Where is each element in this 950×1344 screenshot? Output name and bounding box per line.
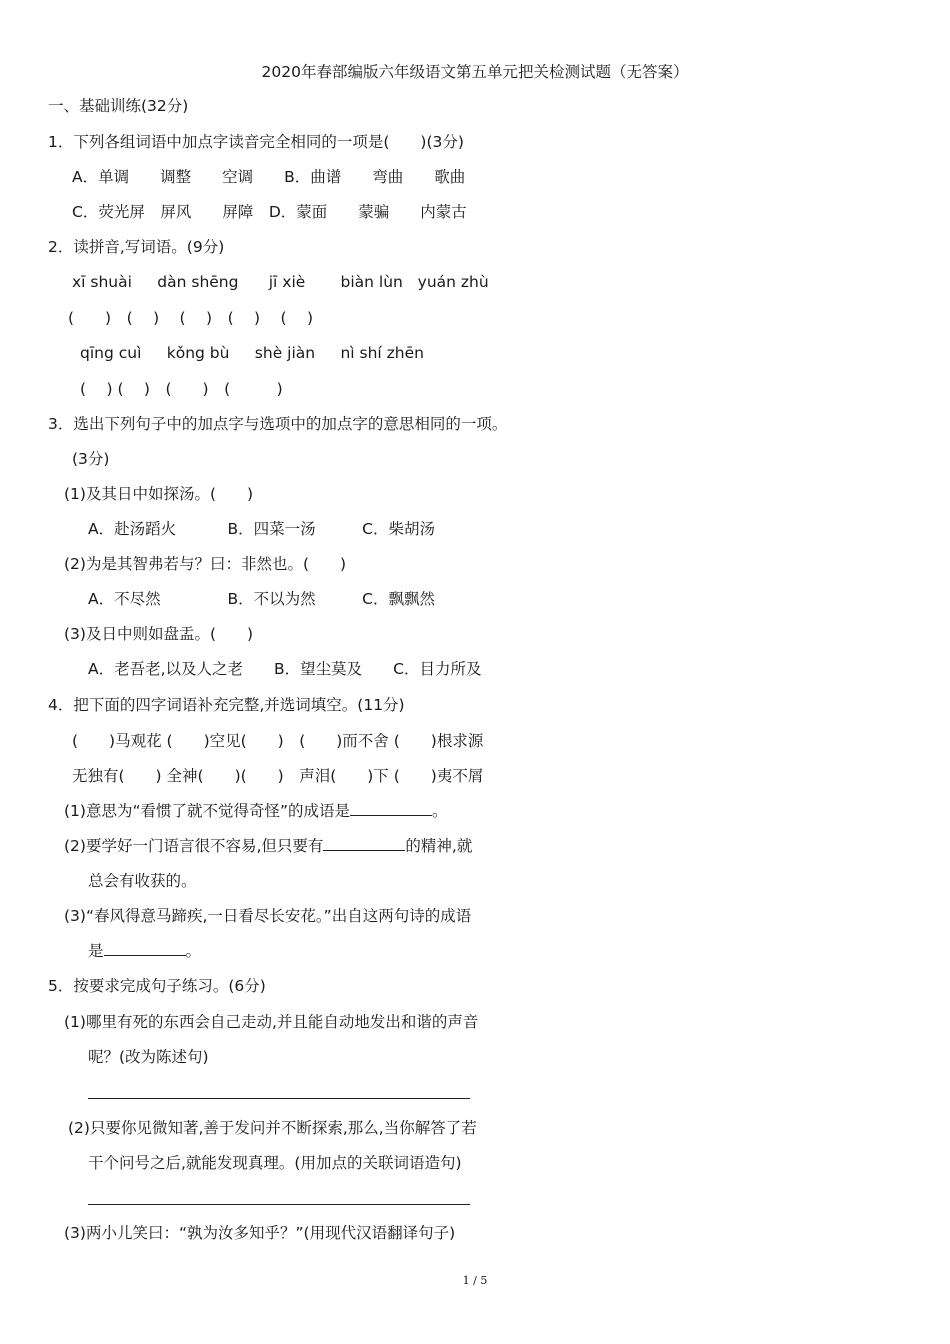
question-4-idiom-row-2: 无独有( ) 全神( )( ) 声泪( )下 ( )夷不屑 bbox=[72, 767, 484, 785]
question-4-stem: 4．把下面的四字词语补充完整,并选词填空。(11分) bbox=[48, 696, 405, 714]
question-2-answer-brackets-1: ( ) ( ) ( ) ( ) ( ) bbox=[68, 309, 314, 327]
question-5-item-2: (2)只要你见微知著,善于发问并不断探索,那么,当你解答了若 bbox=[68, 1119, 477, 1137]
question-4-item-3: (3)“春风得意马蹄疾,一日看尽长安花。”出自这两句诗的成语 bbox=[64, 907, 472, 925]
question-2-stem: 2．读拼音,写词语。(9分) bbox=[48, 238, 225, 256]
question-1-options-cd: C．荧光屏 屏风 屏障 D．蒙面 蒙骗 内蒙古 bbox=[72, 203, 467, 221]
question-4-item-2-text: (2)要学好一门语言很不容易,但只要有 bbox=[64, 837, 324, 855]
question-4-item-3-end: 。 bbox=[185, 942, 202, 960]
question-5-item-3: (3)两小儿笑曰：“孰为汝多知乎？”(用现代汉语翻译句子) bbox=[64, 1224, 456, 1242]
question-4-item-1-text: (1)意思为“看惯了就不觉得奇怪”的成语是 bbox=[64, 802, 351, 820]
question-3-sentence-3-options: A．老吾老,以及人之老 B．望尘莫及 C．目力所及 bbox=[88, 660, 482, 678]
question-3-sentence-1: (1)及其日中如探汤。( ) bbox=[64, 485, 254, 503]
question-3-sentence-3: (3)及日中则如盘盂。( ) bbox=[64, 625, 254, 643]
fill-in-blank[interactable] bbox=[350, 801, 432, 816]
section-heading-basic-training: 一、基础训练(32分) bbox=[48, 97, 189, 115]
answer-line-1[interactable] bbox=[88, 1098, 470, 1099]
question-3-sentence-1-options: A．赴汤蹈火 B．四菜一汤 C．柴胡汤 bbox=[88, 520, 435, 538]
question-4-item-1-end: 。 bbox=[432, 802, 448, 820]
question-4-item-2-continuation: 总会有收获的。 bbox=[88, 872, 197, 890]
answer-line-2[interactable] bbox=[88, 1204, 470, 1205]
fill-in-blank[interactable] bbox=[323, 836, 405, 851]
page-number: 1 / 5 bbox=[462, 1274, 488, 1287]
question-3-sentence-2-options: A．不尽然 B．不以为然 C．飘飘然 bbox=[88, 590, 435, 608]
question-1-options-ab: A．单调 调整 空调 B．曲谱 弯曲 歌曲 bbox=[72, 168, 466, 186]
question-3-stem: 3．选出下列句子中的加点字与选项中的加点字的意思相同的一项。 bbox=[48, 415, 508, 433]
question-5-stem: 5．按要求完成句子练习。(6分) bbox=[48, 977, 266, 995]
fill-in-blank[interactable] bbox=[104, 941, 186, 956]
question-4-item-3-prefix: 是 bbox=[88, 942, 104, 960]
question-4-item-1 bbox=[64, 801, 448, 821]
question-2-pinyin-row-1: xī shuài dàn shēng jī xiè biàn lùn yuán zhù bbox=[72, 273, 489, 291]
question-5-item-2-continuation: 干个问号之后,就能发现真理。(用加点的关联词语造句) bbox=[88, 1154, 462, 1172]
question-4-item-2 bbox=[64, 836, 472, 856]
question-2-pinyin-row-2: qīng cuì kǒng bù shè jiàn nì shí zhēn bbox=[80, 344, 424, 362]
question-4-idiom-row-1: ( )马观花 ( )空见( ) ( )而不舍 ( )根求源 bbox=[72, 732, 484, 750]
question-5-item-1-continuation: 呢？(改为陈述句) bbox=[88, 1048, 209, 1066]
question-3-score: (3分) bbox=[72, 450, 110, 468]
question-5-item-1: (1)哪里有死的东西会自己走动,并且能自动地发出和谐的声音 bbox=[64, 1013, 479, 1031]
document-title: 2020年春部编版六年级语文第五单元把关检测试题（无答案） bbox=[261, 63, 689, 81]
question-2-answer-brackets-2: ( ) ( ) ( ) ( ) bbox=[80, 380, 283, 398]
question-3-sentence-2: (2)为是其智弗若与？曰：非然也。( ) bbox=[64, 555, 347, 573]
question-1-stem: 1．下列各组词语中加点字读音完全相同的一项是( )(3分) bbox=[48, 133, 464, 151]
question-4-item-3-answer bbox=[88, 941, 201, 961]
question-4-item-2-end: 的精神,就 bbox=[405, 837, 473, 855]
